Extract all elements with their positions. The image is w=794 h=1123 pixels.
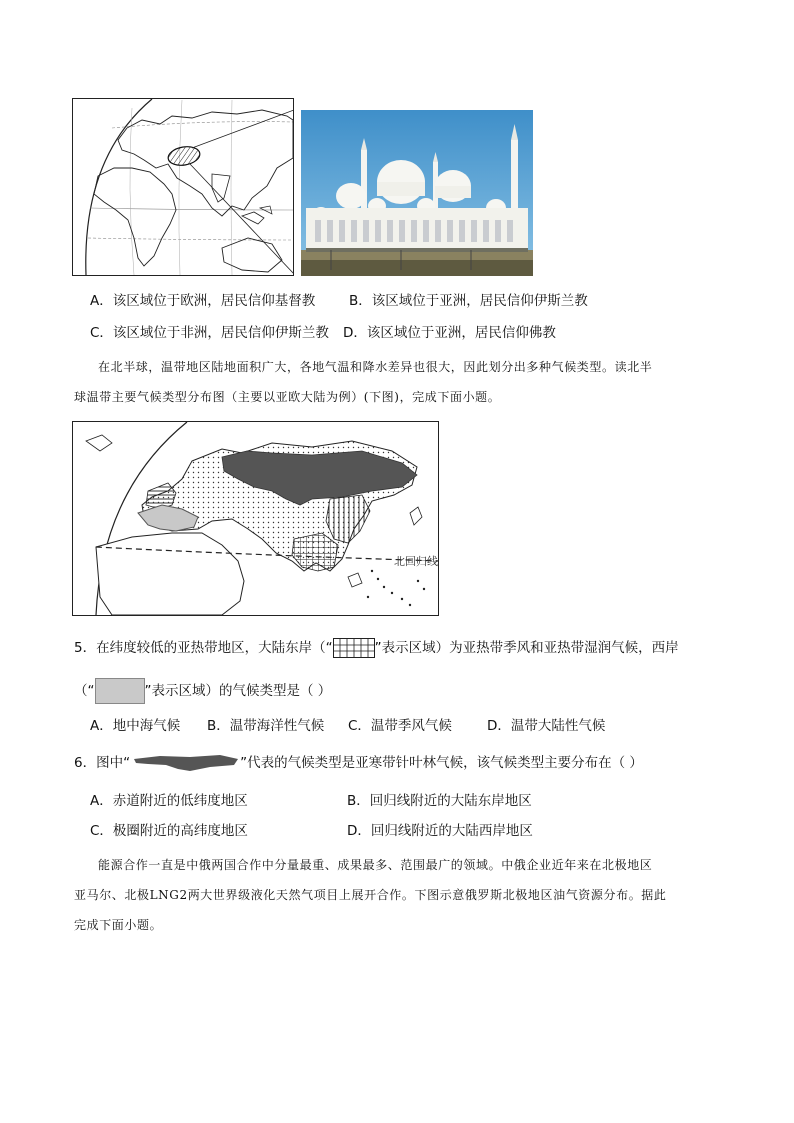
q4-option-a[interactable]: A．该区域位于欧洲，居民信仰基督教	[90, 293, 316, 309]
q6-option-b[interactable]: B．回归线附近的大陆东岸地区	[347, 793, 532, 809]
coniferous-legend-swatch	[130, 753, 240, 773]
world-map-figure	[72, 98, 294, 276]
tropic-of-cancer-label: 北回归线	[394, 555, 438, 568]
gray-legend-swatch	[95, 678, 145, 704]
q4-option-b[interactable]: B．该区域位于亚洲，居民信仰伊斯兰教	[349, 293, 588, 309]
eurasia-climate-map	[72, 421, 439, 616]
q5-text-part2: ”表示区域）为亚热带季风和亚热带湿润气候，西岸	[374, 640, 679, 656]
q5-stem-line2	[74, 678, 331, 704]
q6-option-c[interactable]: C．极圈附近的高纬度地区	[90, 823, 248, 839]
q5-option-a[interactable]: A．地中海气候	[90, 718, 181, 734]
q5-stem-line1	[74, 638, 679, 658]
mosque-photo	[301, 110, 533, 276]
q5-option-b[interactable]: B．温带海洋性气候	[207, 718, 325, 734]
passage2-line3: 完成下面小题。	[74, 918, 163, 932]
q4-option-d[interactable]: D．该区域位于亚洲，居民信仰佛教	[343, 325, 556, 341]
q5-text-part3: （“	[74, 683, 95, 699]
passage2-line1: 能源合作一直是中俄两国合作中分量最重、成果最多、范围最广的领域。中俄企业近年来在北极地区	[98, 858, 653, 872]
q6-option-a[interactable]: A．赤道附近的低纬度地区	[90, 793, 248, 809]
q6-option-d[interactable]: D．回归线附近的大陆西岸地区	[347, 823, 533, 839]
q4-option-c[interactable]: C．该区域位于非洲，居民信仰伊斯兰教	[90, 325, 329, 341]
q6-text-part1: 6．图中“	[74, 755, 131, 771]
q6-text-part2: ”代表的气候类型是亚寒带针叶林气候，该气候类型主要分布在（ ）	[240, 755, 643, 771]
passage2-line2: 亚马尔、北极LNG2两大世界级液化天然气项目上展开合作。下图示意俄罗斯北极地区油气资源分布。据此	[74, 888, 667, 902]
grid-legend-swatch	[333, 638, 375, 658]
q5-text-part4: ”表示区域）的气候类型是（ ）	[144, 683, 332, 699]
q5-option-d[interactable]: D．温带大陆性气候	[487, 718, 606, 734]
passage1-line2: 球温带主要气候类型分布图（主要以亚欧大陆为例）(下图)，完成下面小题。	[74, 390, 501, 404]
q5-option-c[interactable]: C．温带季风气候	[348, 718, 452, 734]
passage1-line1: 在北半球，温带地区陆地面积广大，各地气温和降水差异也很大，因此划分出多种气候类型。读北半	[98, 360, 653, 374]
q6-stem	[74, 753, 643, 773]
q5-text-part1: 5．在纬度较低的亚热带地区，大陆东岸（“	[74, 640, 333, 656]
